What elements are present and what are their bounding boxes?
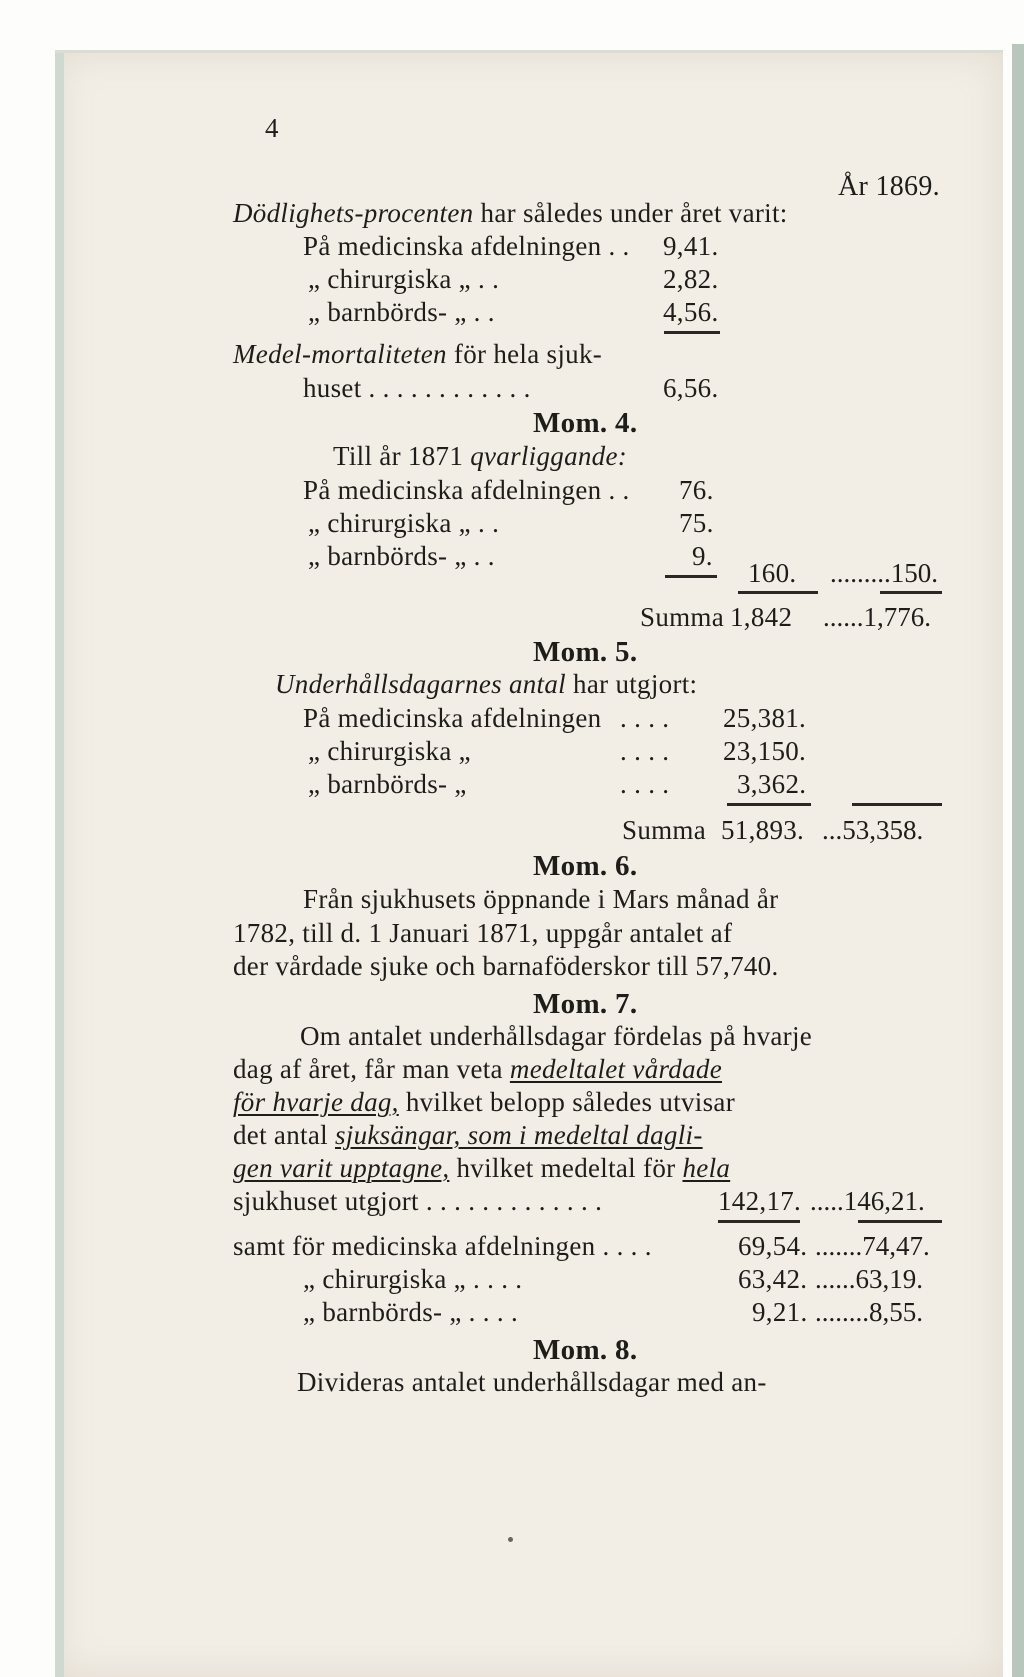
mom5-summa-1871: 51,893. (721, 815, 805, 845)
mom7-row-label: „ barnbörds- „ . . . . (303, 1297, 519, 1327)
medel-line2-value: 6,56. (663, 373, 719, 403)
sum-rule (727, 803, 811, 806)
mom4-row-label: „ chirurgiska „ . . (308, 508, 500, 538)
mom7-row-1869-value: 8,55. (869, 1297, 923, 1327)
book-page (55, 50, 1003, 1677)
mom5-row-value: 23,150. (723, 736, 807, 766)
mom5-summa-1869: ...53,358. (822, 815, 924, 845)
mom4-row-value: 76. (679, 475, 714, 505)
mom5-heading (275, 671, 697, 698)
mom7-row-label: „ chirurgiska „ . . . . (303, 1264, 523, 1294)
dodlighet-row-label: „ chirurgiska „ . . (308, 264, 500, 294)
mom7-line3-italic: för hvarje dag, (233, 1087, 399, 1117)
dodlighet-row-value: 2,82. (663, 264, 719, 294)
mom4-row-label: På medicinska afdelningen . . (303, 475, 630, 505)
mom5-row-dots: . . . . (620, 769, 670, 799)
sum-rule (665, 575, 717, 578)
mom4-intro-plain: Till år 1871 (333, 441, 464, 471)
mom4-total-1871: 160. (748, 558, 797, 588)
medel-heading (233, 341, 602, 368)
dodlighet-row-value: 4,56. (663, 297, 719, 327)
mom4-intro-italic: qvarliggande: (470, 441, 628, 471)
sum-rule (858, 1220, 942, 1223)
mom7-line2-italic: medeltalet vårdade (509, 1054, 722, 1084)
dodlighet-row-label: „ barnbörds- „ . . (308, 297, 495, 327)
dodlighet-heading-rest: har således under året varit: (480, 198, 788, 228)
print-speck (508, 1537, 513, 1542)
mom5-heading-rest: har utgjort: (573, 669, 698, 699)
mom4-row-value: 75. (679, 508, 714, 538)
sum-rule (880, 591, 942, 594)
mom7-line5-italic2: hela (682, 1153, 731, 1183)
mom7-line5-plain: hvilket medeltal för (456, 1153, 676, 1183)
mom5-heading-italic: Underhållsdagarnes antal (275, 669, 566, 699)
mom4-total-1869: .........150. (830, 558, 938, 588)
mom5-row-label: På medicinska afdelningen (303, 703, 602, 733)
mom7-row-1869: ......63,19. (815, 1264, 923, 1294)
mom4-summa-1869: ......1,776. (823, 602, 931, 632)
mom7-title: Mom. 7. (533, 988, 638, 1020)
mom5-summa-1869-value: 53,358. (842, 815, 924, 845)
mom5-row-dots: . . . . (620, 703, 670, 733)
mom7-line4-plain: det antal (233, 1120, 328, 1150)
mom7-line6-1869: .....146,21. (810, 1186, 925, 1216)
mom6-title: Mom. 6. (533, 850, 638, 882)
sum-rule (738, 591, 818, 594)
dodlighet-row-label: På medicinska afdelningen . . (303, 231, 630, 261)
mom7-row-1869-value: 74,47. (862, 1231, 930, 1261)
mom7-line2 (233, 1056, 722, 1083)
mom4-summa-1871: 1,842 (730, 602, 793, 632)
mom5-summa-label: Summa (622, 815, 707, 845)
mom5-row-value: 25,381. (723, 703, 807, 733)
mom7-line5 (233, 1155, 730, 1182)
mom4-row-label: „ barnbörds- „ . . (308, 541, 495, 571)
mom4-title: Mom. 4. (533, 407, 638, 439)
medel-heading-rest: för hela sjuk- (453, 339, 603, 369)
mom7-line5-italic: gen varit upptagne, (233, 1153, 450, 1183)
mom4-total-1869-value: 150. (890, 558, 938, 588)
sum-rule (664, 331, 720, 334)
page-number: 4 (265, 113, 279, 143)
mom5-row-label: „ barnbörds- „ (308, 769, 467, 799)
mom5-row-value: 3,362. (737, 769, 807, 799)
page-edge-left (55, 50, 64, 1677)
mom7-line4-italic: sjuksängar, som i medeltal dagli- (334, 1120, 703, 1150)
mom4-intro (333, 443, 627, 470)
mom7-line3 (233, 1089, 735, 1116)
mom7-row-label: samt för medicinska afdelningen . . . . (233, 1231, 652, 1261)
mom4-summa-1869-value: 1,776. (863, 602, 931, 632)
mom7-line2-plain: dag af året, får man veta (233, 1054, 503, 1084)
mom5-row-label: „ chirurgiska „ (308, 736, 471, 766)
mom7-line6-label: sjukhuset utgjort . . . . . . . . . . . . . (233, 1186, 603, 1216)
mom7-row-1871: 63,42. (738, 1264, 808, 1294)
page-edge-right (1012, 44, 1024, 1677)
mom6-line: der vårdade sjuke och barnaföderskor till 57,740. (233, 951, 779, 981)
sum-rule (718, 1220, 800, 1223)
mom8-line1: Divideras antalet underhållsdagar med an- (297, 1367, 767, 1397)
year-header: År 1869. (838, 171, 940, 202)
mom7-row-1871: 69,54. (738, 1231, 808, 1261)
mom7-line1: Om antalet underhållsdagar fördelas på hvarje (300, 1021, 813, 1051)
mom5-row-dots: . . . . (620, 736, 670, 766)
mom7-line6-1869-value: 146,21. (843, 1186, 925, 1216)
dodlighet-heading-italic: Dödlighets-procenten (233, 198, 474, 228)
page-edge-top (55, 50, 1003, 53)
mom7-line6-1871: 142,17. (718, 1186, 802, 1216)
medel-heading-italic: Medel-mortaliteten (233, 339, 447, 369)
mom7-line3-plain: hvilket belopp således utvisar (405, 1087, 735, 1117)
mom6-line: Från sjukhusets öppnande i Mars månad år (303, 884, 779, 914)
mom7-row-1869-value: 63,19. (855, 1264, 923, 1294)
mom7-line4 (233, 1122, 703, 1149)
mom8-title: Mom. 8. (533, 1334, 638, 1366)
mom4-summa-label: Summa (640, 602, 725, 632)
sum-rule (852, 803, 942, 806)
dodlighet-row-value: 9,41. (663, 231, 719, 261)
mom6-line: 1782, till d. 1 Januari 1871, uppgår antalet af (233, 918, 733, 948)
mom7-row-1871: 9,21. (752, 1297, 808, 1327)
mom7-row-1869: ........8,55. (815, 1297, 923, 1327)
dodlighet-heading (233, 200, 788, 227)
medel-line2-label: huset . . . . . . . . . . . . (303, 373, 531, 403)
mom4-row-value: 9. (692, 541, 713, 571)
mom5-title: Mom. 5. (533, 636, 638, 668)
mom7-row-1869: .......74,47. (815, 1231, 930, 1261)
